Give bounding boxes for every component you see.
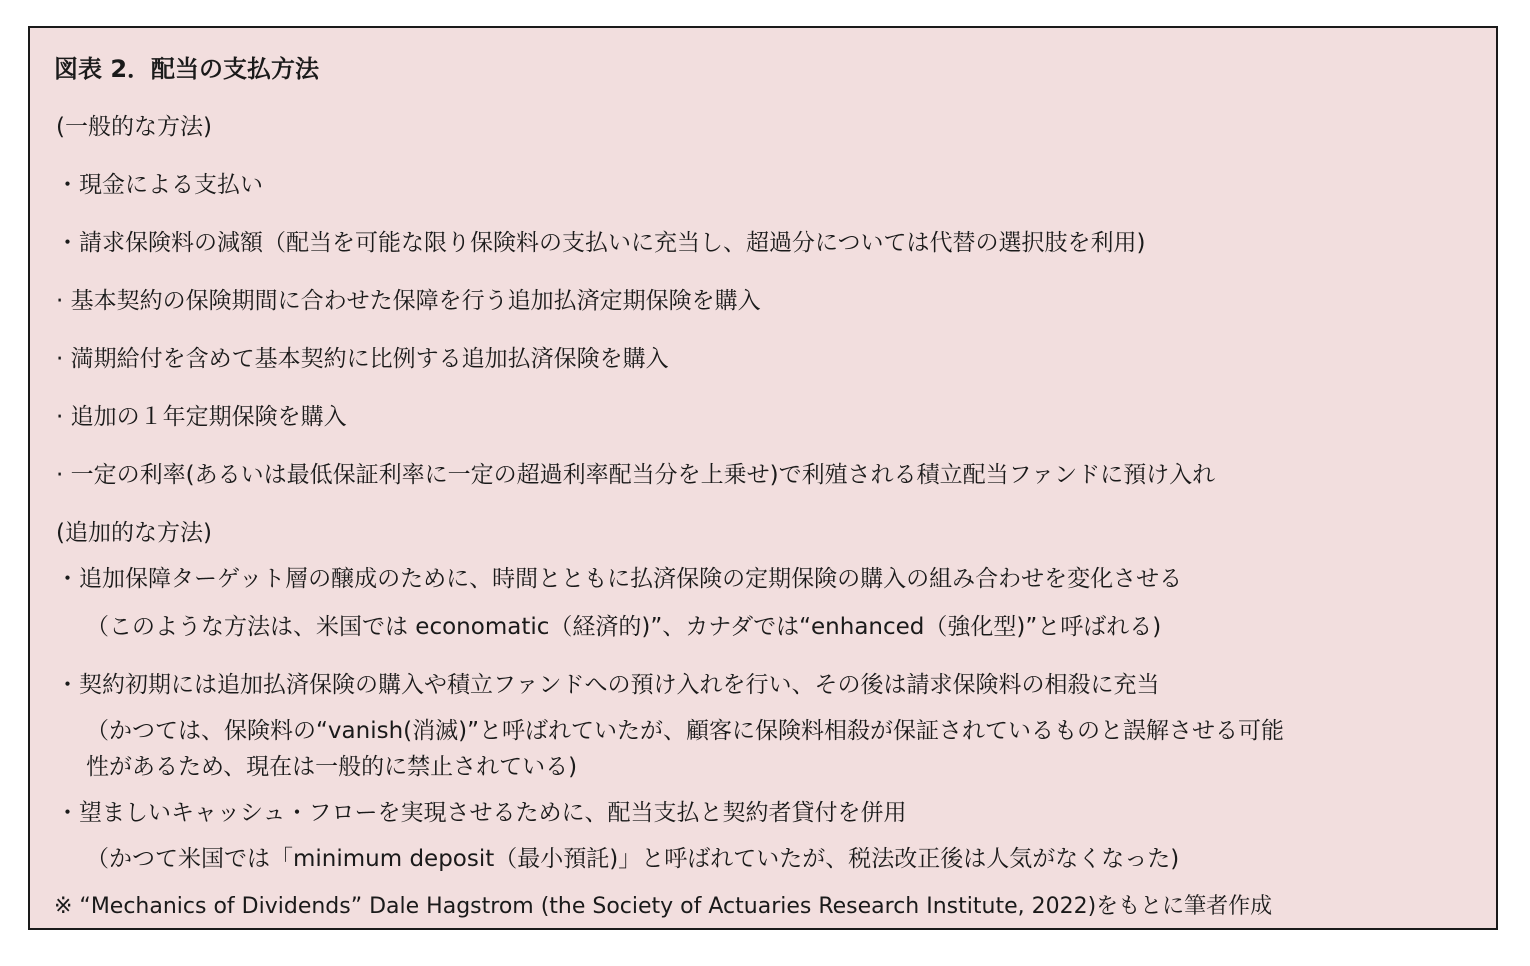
general-item-5: · 追加の１年定期保険を購入 [56,404,347,430]
figure-title: 図表 2．配当の支払方法 [54,55,320,83]
source-note: ※ “Mechanics of Dividends” Dale Hagstrom (the Society of Actuaries Research Institute, 2022)をもとに筆者作成 [54,894,1273,919]
additional-methods-heading: (追加的な方法) [56,520,212,546]
additional-item-1: ・追加保障ターゲット層の醸成のために、時間とともに払済保険の定期保険の購入の組み合わせを変化させる [56,566,1183,592]
additional-item-2: ・契約初期には追加払済保険の購入や積立ファンドへの預け入れを行い、その後は請求保険料の相殺に充当 [56,672,1160,698]
additional-item-3-note: （かつて米国では「minimum deposit（最小預託)」と呼ばれていたが、税法改正後は人気がなくなった) [86,846,1180,872]
additional-item-2-note-line1: （かつては、保険料の“vanish(消滅)”と呼ばれていたが、顧客に保険料相殺が保証されているものと誤解させる可能 [86,718,1285,744]
general-item-3: · 基本契約の保険期間に合わせた保障を行う追加払済定期保険を購入 [56,288,761,314]
general-item-2: ・請求保険料の減額（配当を可能な限り保険料の支払いに充当し、超過分については代替の選択肢を利用) [56,230,1146,256]
general-methods-heading: (一般的な方法) [56,114,212,140]
general-item-6: · 一定の利率(あるいは最低保証利率に一定の超過利率配当分を上乗せ)で利殖される積立配当ファンドに預け入れ [56,462,1216,488]
additional-item-2-note-line2: 性があるため、現在は一般的に禁止されている) [86,754,578,780]
figure-box [28,26,1498,930]
general-item-1: ・現金による支払い [56,172,263,198]
additional-item-1-note: （このような方法は、米国では economatic（経済的)”、カナダでは“enhanced（強化型)”と呼ばれる) [86,614,1162,640]
general-item-4: · 満期給付を含めて基本契約に比例する追加払済保険を購入 [56,346,669,372]
additional-item-3: ・望ましいキャッシュ・フローを実現させるために、配当支払と契約者貸付を併用 [56,800,907,826]
